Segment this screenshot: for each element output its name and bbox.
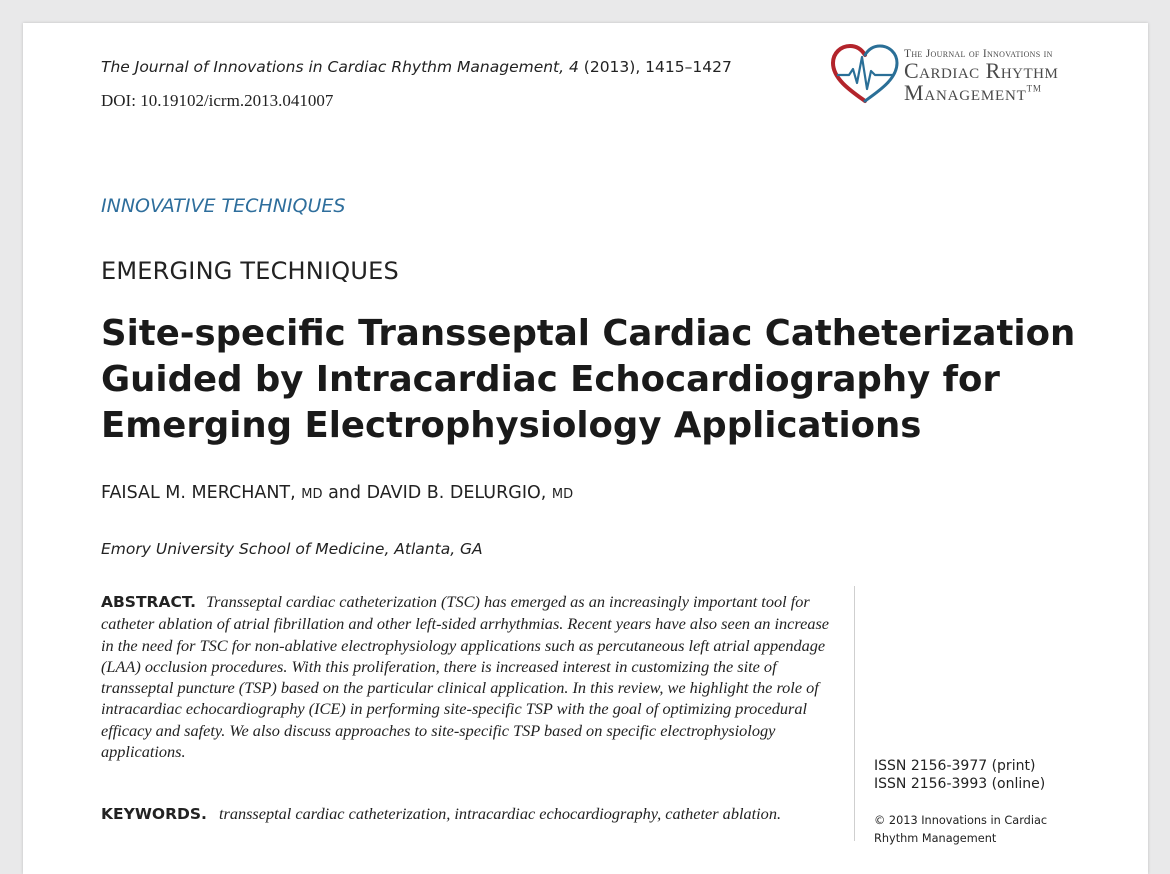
journal-logo xyxy=(829,41,1089,105)
heart-ecg-icon xyxy=(829,43,901,105)
title-line: Site-specific Transseptal Cardiac Catheterization xyxy=(101,313,1076,354)
logo-line-2: Cardiac Rhythm xyxy=(904,58,1059,83)
copyright-line: Rhythm Management xyxy=(874,832,997,845)
article-section: EMERGING TECHNIQUES xyxy=(101,257,399,285)
author-conjunction: and xyxy=(328,483,361,503)
journal-citation xyxy=(101,58,732,76)
keywords-label: KEYWORDS. xyxy=(101,805,207,823)
article-authors xyxy=(101,483,573,503)
logo-line-3-text: Management xyxy=(904,80,1027,105)
journal-citation-italic: The Journal of Innovations in Cardiac Rhythm Management, 4 xyxy=(101,58,579,76)
issn-online: ISSN 2156-3993 (online) xyxy=(874,775,1046,792)
doi-line[interactable]: DOI: 10.19102/icrm.2013.041007 xyxy=(101,91,334,110)
article-page xyxy=(23,23,1148,874)
author-name: FAISAL M. MERCHANT, xyxy=(101,483,296,503)
copyright-block xyxy=(874,812,1047,848)
copyright-line: © 2013 Innovations in Cardiac xyxy=(874,814,1048,827)
author-degree: MD xyxy=(301,487,323,502)
author-affiliation: Emory University School of Medicine, Atlanta, GA xyxy=(101,540,483,558)
article-category: INNOVATIVE TECHNIQUES xyxy=(101,195,346,217)
abstract-text: Transseptal cardiac catheterization (TSC) has emerged as an increasingly important tool for catheter ablation of atrial fibrillation and other left-sided arrhythmias. Recent years have also seen an increase in the need for TSC for non-ablative electrophysiology applications such as percutaneous left atrial appendage (LAA) occlusion procedures. With this proliferation, there is increased interest in customizing the site of transseptal puncture (TSP) based on the particular clinical application. In this review, we highlight the role of intracardiac echocardiography (ICE) in performing site-specific TSP with the goal of optimizing procedural efficacy and safety. We also discuss approaches to site-specific TSP based on specific electrophysiology applications. xyxy=(101,592,830,762)
issn-print: ISSN 2156-3977 (print) xyxy=(874,758,1036,774)
author-degree: MD xyxy=(551,487,574,502)
logo-trademark: TM xyxy=(1026,83,1042,94)
title-line: Emerging Electrophysiology Applications xyxy=(101,405,922,446)
title-line: Guided by Intracardiac Echocardiography for xyxy=(101,359,1000,400)
logo-line-1: The Journal of Innovations in xyxy=(904,48,1053,60)
keywords-block xyxy=(101,803,841,825)
journal-citation-pages: (2013), 1415–1427 xyxy=(578,58,732,76)
keywords-text: transseptal cardiac catheterization, intracardiac echocardiography, catheter ablation. xyxy=(218,804,782,823)
article-title xyxy=(101,311,1101,449)
abstract-block xyxy=(101,591,841,762)
sidebar-divider xyxy=(854,586,855,841)
author-name: DAVID B. DELURGIO, xyxy=(366,483,547,503)
logo-line-3 xyxy=(904,80,1042,106)
issn-block xyxy=(874,758,1045,793)
abstract-label: ABSTRACT. xyxy=(101,593,196,611)
